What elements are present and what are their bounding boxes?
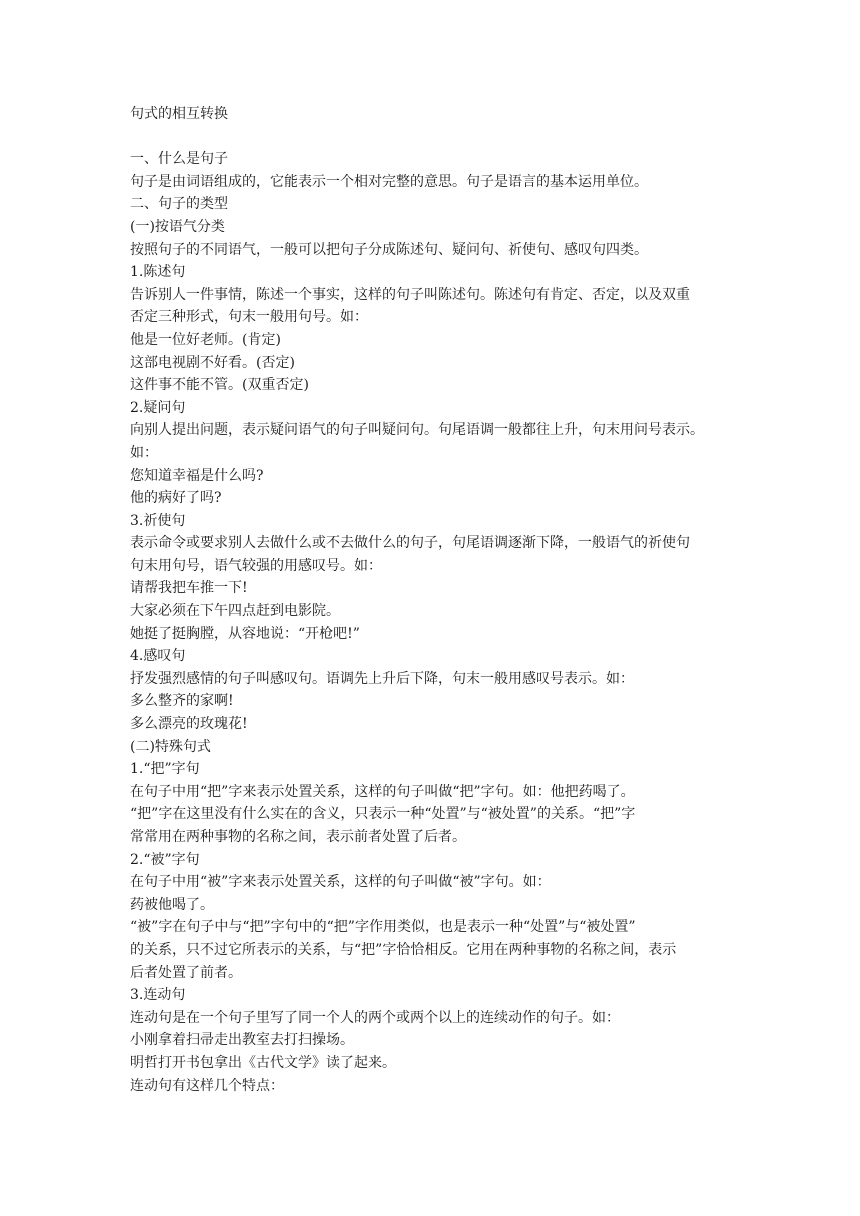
text-line: 多么漂亮的玫瑰花!: [130, 716, 248, 733]
text-line: 向别人提出问题，表示疑问语气的句子叫疑问句。句尾语调一般都往上升，句末用问号表示。: [130, 422, 704, 439]
text-line: 连动句是在一个句子里写了同一个人的两个或两个以上的连续动作的句子。如：: [130, 1009, 620, 1026]
text-line: “被”字在句子中与“把”字句中的“把”字作用类似，也是表示一种“处置”与“被处置”: [130, 919, 636, 936]
document-body: [130, 103, 740, 1097]
text-line: 的关系，只不过它所表示的关系，与“把”字恰恰相反。它用在两种事物的名称之间，表示: [130, 941, 677, 958]
text-line: (一)按语气分类: [130, 218, 225, 235]
text-line: (二)特殊句式: [130, 738, 211, 755]
document-lines: [130, 148, 740, 1097]
text-line: 2.疑问句: [130, 399, 186, 416]
document-title: 句式的相互转换: [130, 106, 228, 122]
text-line: 请帮我把车推一下!: [130, 580, 248, 597]
text-line: 连动句有这样几个特点：: [130, 1077, 284, 1094]
text-line: 明哲打开书包拿出《古代文学》读了起来。: [130, 1054, 396, 1071]
text-line: 二、句子的类型: [130, 196, 228, 213]
text-line: 表示命令或要求别人去做什么或不去做什么的句子，句尾语调逐渐下降，一般语气的祈使句: [130, 535, 690, 552]
text-line: 这部电视剧不好看。(否定): [130, 354, 295, 371]
text-line: 大家必须在下午四点赶到电影院。: [130, 603, 340, 620]
text-line: 药被他喝了。: [130, 896, 214, 913]
text-line: 多么整齐的家啊!: [130, 693, 234, 710]
text-line: 如：: [130, 444, 158, 461]
text-line: 否定三种形式，句末一般用句号。如：: [130, 309, 368, 326]
text-line: 抒发强烈感情的句子叫感叹句。语调先上升后下降，句末一般用感叹号表示。如：: [130, 670, 634, 687]
text-line: 1.“把”字句: [130, 761, 200, 778]
text-line: 常常用在两种事物的名称之间，表示前者处置了后者。: [130, 829, 466, 845]
text-line: 1.陈述句: [130, 264, 186, 281]
text-line: 句末用句号，语气较强的用感叹号。如：: [130, 557, 382, 574]
text-line: “把”字在这里没有什么实在的含义，只表示一种“处置”与“被处置”的关系。“把”字: [130, 806, 636, 823]
text-line: 2.“被”字句: [130, 851, 200, 868]
text-line: 他的病好了吗?: [130, 490, 222, 507]
text-line: 一、什么是句子: [130, 151, 228, 168]
text-line: 在句子中用“把”字来表示处置关系，这样的句子叫做“把”字句。如：他把药喝了。: [130, 783, 635, 800]
text-line: 他是一位好老师。(肯定): [130, 331, 281, 348]
text-line: 小刚拿着扫帚走出教室去打扫操场。: [130, 1032, 354, 1049]
text-line: 她挺了挺胸膛，从容地说：“开枪吧!”: [130, 625, 360, 642]
text-line: 在句子中用“被”字来表示处置关系，这样的句子叫做“被”字句。如：: [130, 874, 551, 891]
text-line: 3.连动句: [130, 987, 186, 1004]
text-line: 后者处置了前者。: [130, 964, 242, 981]
text-line: 这件事不能不管。(双重否定): [130, 377, 309, 394]
text-line: 您知道幸福是什么吗?: [130, 467, 264, 484]
text-line: 4.感叹句: [130, 648, 186, 665]
text-line: 按照句子的不同语气，一般可以把句子分成陈述句、疑问句、祈使句、感叹句四类。: [130, 241, 648, 258]
text-line: 3.祈使句: [130, 512, 186, 529]
text-line: 告诉别人一件事情，陈述一个事实，这样的句子叫陈述句。陈述句有肯定、否定，以及双重: [130, 286, 690, 303]
text-line: 句子是由词语组成的，它能表示一个相对完整的意思。句子是语言的基本运用单位。: [130, 173, 648, 190]
